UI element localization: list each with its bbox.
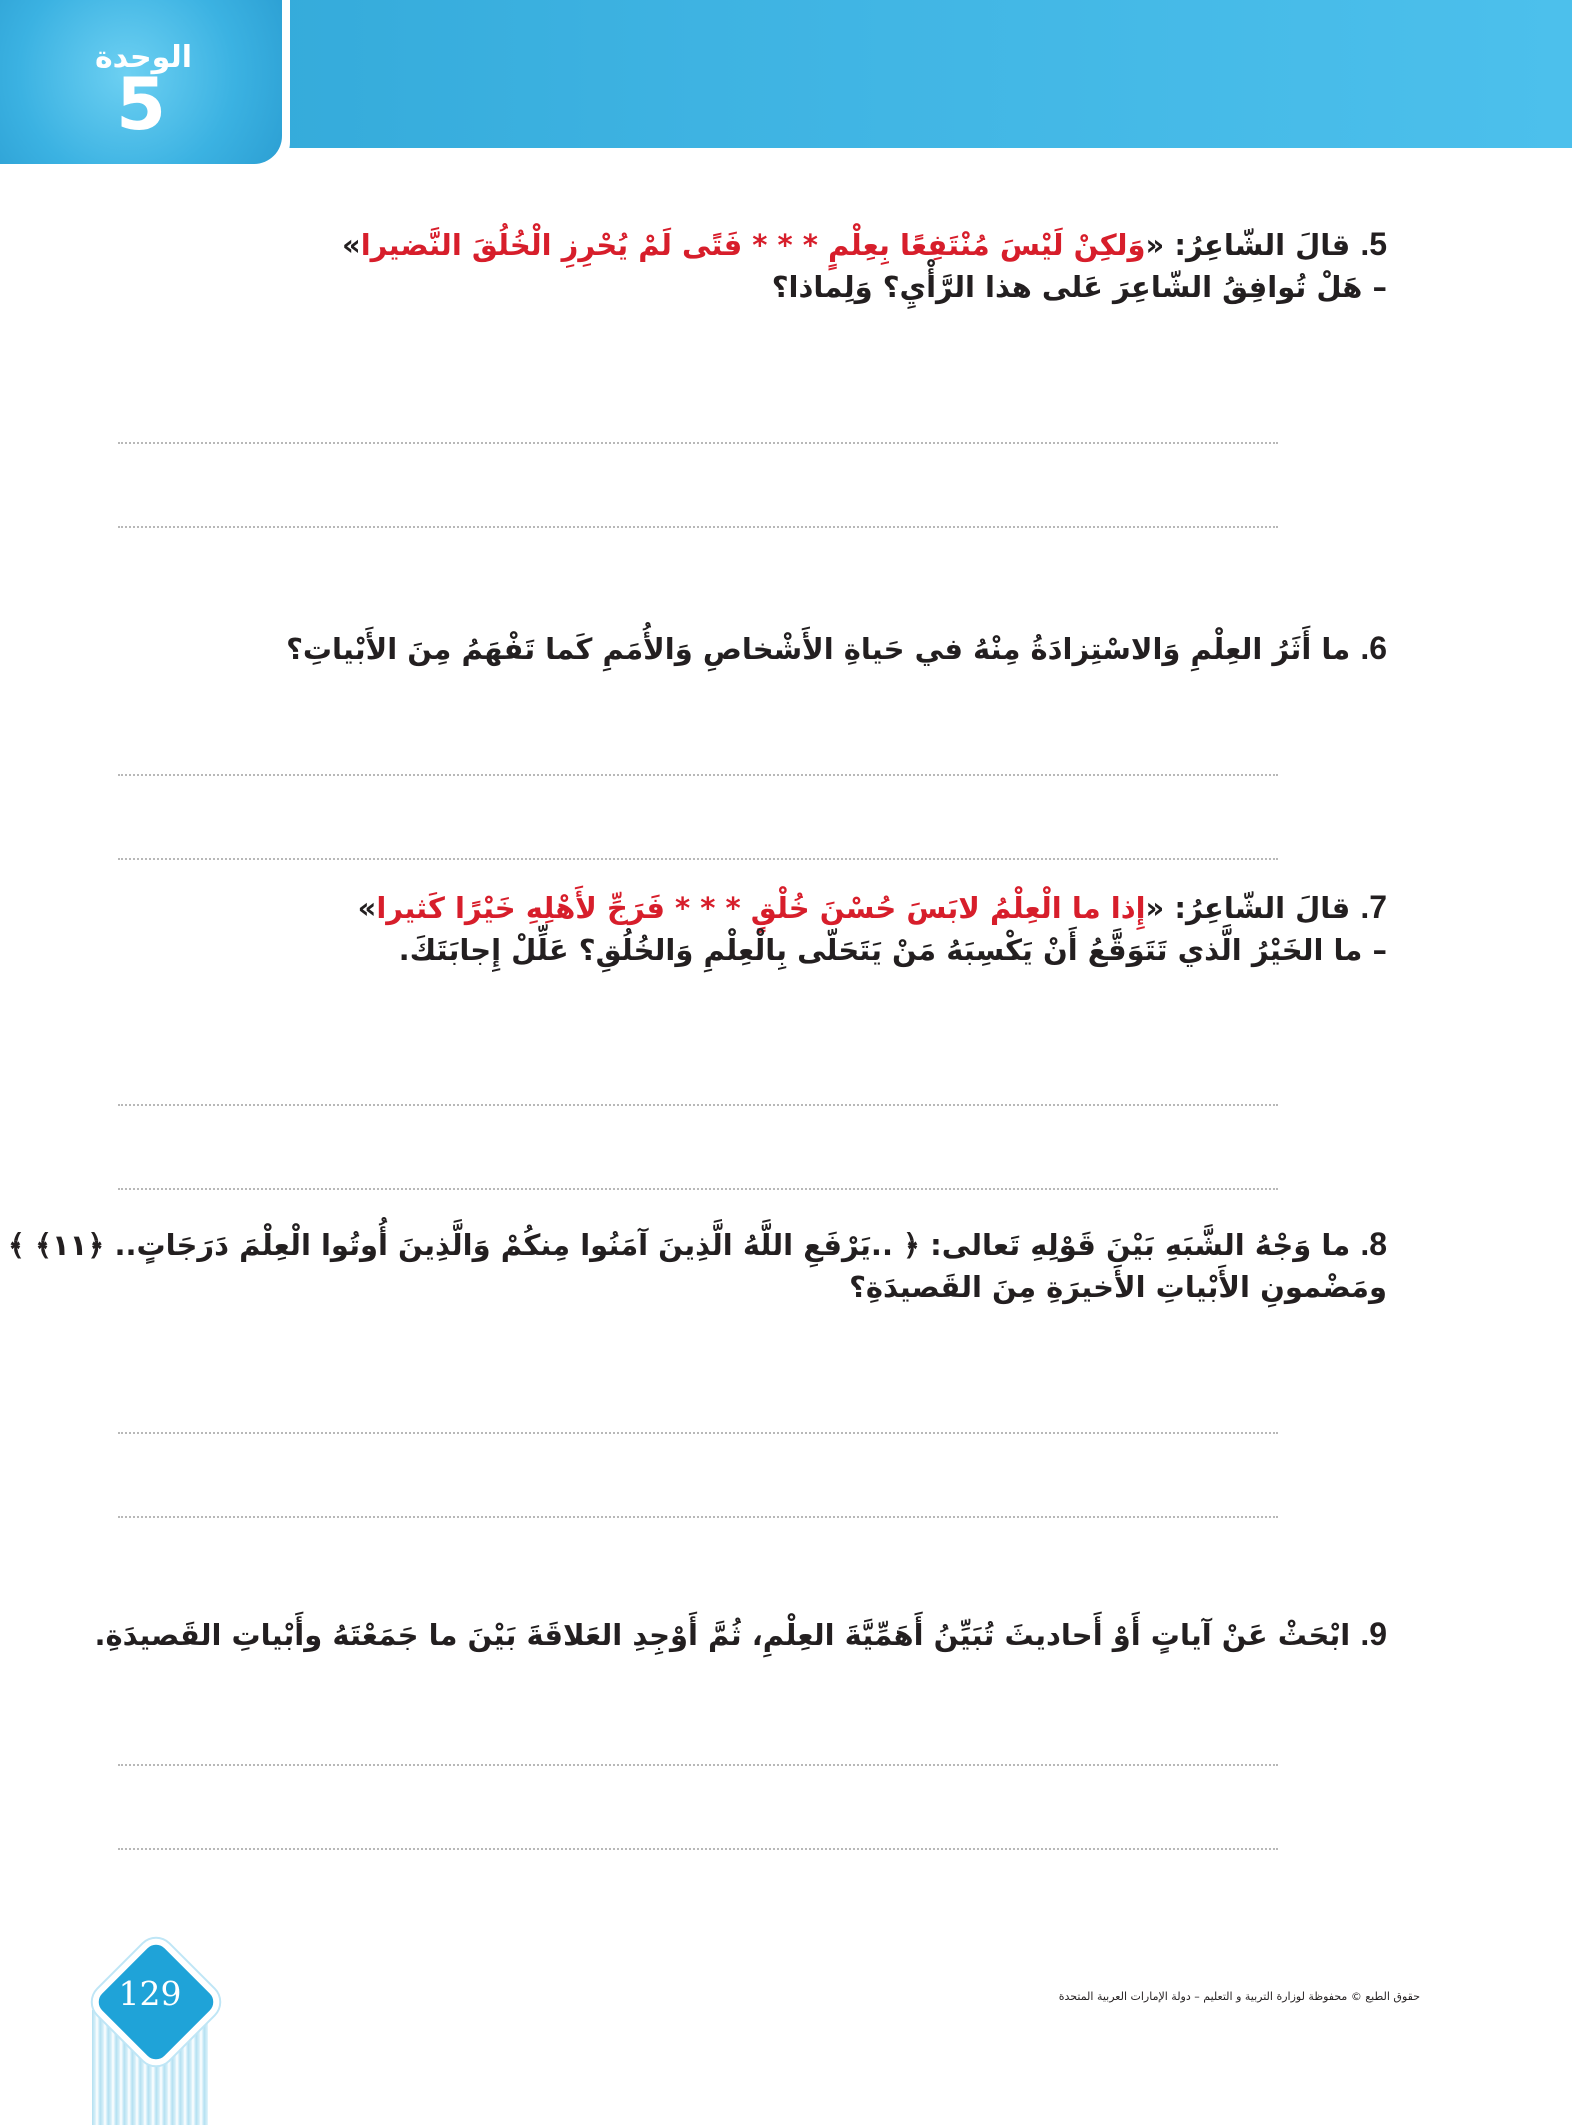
poem-verse: وَلكِنْ لَيْسَ مُنْتَفِعًا بِعِلْمٍ * * * فَتًى لَمْ يُحْرِزِ الْخُلُقَ النَّضيرا <box>360 228 1146 262</box>
question-8 <box>8 1222 1387 1307</box>
question-intro: قالَ الشّاعِرُ: « <box>1145 891 1351 925</box>
question-9-line-1 <box>94 1612 1387 1657</box>
answer-line[interactable] <box>118 858 1278 860</box>
poem-verse: إِذا ما الْعِلْمُ لابَسَ حُسْنَ خُلْقٍ * * * فَرَجِّ لأَهْلِهِ خَيْرًا كَثيرا <box>376 891 1146 925</box>
answer-line[interactable] <box>118 1104 1278 1106</box>
question-9 <box>94 1612 1387 1657</box>
question-5 <box>342 222 1387 307</box>
question-number: 9. <box>1360 1616 1387 1652</box>
question-5-line-2: – هَلْ تُوافِقُ الشّاعِرَ عَلى هذا الرَّأْيِ؟ وَلِماذا؟ <box>771 269 1387 304</box>
question-8-line-2: ومَضْمونِ الأَبْياتِ الأَخيرَةِ مِنَ القَصيدَةِ؟ <box>849 1269 1387 1304</box>
question-7-line-1 <box>358 885 1387 930</box>
answer-line[interactable] <box>118 1764 1278 1766</box>
question-5-line-1 <box>342 222 1387 267</box>
answer-line[interactable] <box>118 1432 1278 1434</box>
question-7 <box>358 885 1387 970</box>
unit-label: الوحدة <box>94 40 192 75</box>
answer-line[interactable] <box>118 1188 1278 1190</box>
answer-line[interactable] <box>118 774 1278 776</box>
question-7-line-2: – ما الخَيْرُ الَّذي تَتَوَقَّعُ أَنْ يَكْسِبَهُ مَنْ يَتَحَلّى بِالْعِلْمِ وَالخُلُقِ؟ عَلِّلْ إِجابَتَكَ. <box>398 932 1387 967</box>
question-text: ابْحَثْ عَنْ آياتٍ أَوْ أَحاديثَ تُبَيِّنُ أَهَمِّيَّةَ العِلْمِ، ثُمَّ أَوْجِدِ العَلاقَةَ بَيْنَ ما جَمَعْتَهُ وأَبْياتِ القَصيدَةِ. <box>94 1618 1351 1652</box>
question-number: 6. <box>1360 630 1387 666</box>
quote-close: » <box>341 228 361 262</box>
unit-badge <box>0 0 282 164</box>
question-text: ما وَجْهُ الشَّبَهِ بَيْنَ قَوْلِهِ تَعالى: ﴿ ..يَرْفَعِ اللَّهُ الَّذِينَ آمَنُوا مِنكُمْ وَالَّذِينَ أُوتُوا الْعِلْمَ دَرَجَاتٍ.. ﴿١١﴾ ﴾ <box>7 1228 1351 1262</box>
page-badge <box>92 1938 208 2054</box>
question-6 <box>286 626 1387 671</box>
unit-tab <box>0 0 290 172</box>
copyright-notice: حقوق الطبع © محفوظة لوزارة التربية و التعليم – دولة الإمارات العربية المتحدة <box>1058 1990 1420 2003</box>
answer-line[interactable] <box>118 526 1278 528</box>
question-text: ما أَثَرُ العِلْمِ وَالاسْتِزادَةُ مِنْهُ في حَياةِ الأَشْخاصِ وَالأُمَمِ كَما تَفْهَمُ مِنَ الأَبْياتِ؟ <box>286 632 1351 666</box>
unit-number: 5 <box>116 62 167 146</box>
question-intro: قالَ الشّاعِرُ: « <box>1145 228 1351 262</box>
question-6-line-1 <box>286 626 1387 671</box>
answer-line[interactable] <box>118 1848 1278 1850</box>
question-number: 7. <box>1360 889 1387 925</box>
page-number: 129 <box>118 1974 182 2013</box>
answer-line[interactable] <box>118 1516 1278 1518</box>
quote-close: » <box>357 891 377 925</box>
question-number: 5. <box>1360 226 1387 262</box>
question-8-line-1 <box>8 1222 1387 1267</box>
question-number: 8. <box>1360 1226 1387 1262</box>
answer-line[interactable] <box>118 442 1278 444</box>
